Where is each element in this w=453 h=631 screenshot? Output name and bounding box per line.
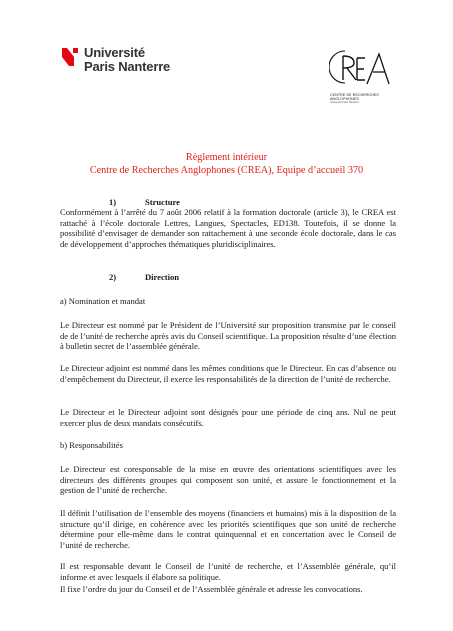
- crea-logo: [329, 48, 393, 104]
- university-logo: [62, 46, 170, 73]
- crea-wordmark-icon: [329, 48, 393, 93]
- university-name-line1: Université: [84, 45, 145, 60]
- crea-subtitle-line1: CENTRE DE RECHERCHES: [330, 93, 379, 97]
- university-emblem-icon: [62, 48, 78, 66]
- paragraph: Il définit l’utilisation de l’ensemble des moyens (financiers et humains) mis à la disposition de la structure qu’il dirige, en cohérence avec les priorités scientifiques que son unité de recherche détermine pour elle-même dans le contrat quinquennal et en concertation avec le Conseil de l’unité de recherche.: [60, 508, 396, 550]
- document-subtitle: Centre de Recherches Anglophones (CREA), Equipe d’accueil 370: [89, 165, 364, 176]
- subheading-nomination: a) Nomination et mandat: [60, 296, 146, 306]
- paragraph: Le Directeur et le Directeur adjoint sont désignés pour une période de cinq ans. Nul ne peut exercer plus de deux mandats consécutifs.: [60, 407, 396, 428]
- paragraph: Le Directeur est nommé par le Président de l’Université sur proposition transmise par le conseil de de l’unité de recherche après avis du Conseil scientifique. La proposition résulte d’une élection à bulletin secret de l’assemblée générale.: [60, 320, 396, 352]
- document-title: Règlement intérieur: [185, 152, 268, 163]
- section-heading-direction: Direction: [145, 272, 180, 282]
- structure-paragraph: Conformément à l’arrêté du 7 août 2006 relatif à la formation doctorale (article 3), le CREA est rattaché à l’école doctorale Lettres, Langues, Spectacles, ED138. Toutefois, il se donne la possibilité d’envisager de demander son rattachement à une seconde école doctorale, dans le cas de développement d’approches thématiques pluridisciplinaires.: [60, 207, 396, 249]
- paragraph: Le Directeur adjoint est nommé dans les mêmes conditions que le Directeur. En cas d’absence ou d’empêchement du Directeur, il exerce les responsabilités de la direction de l’unité de recherche.: [60, 363, 396, 384]
- section-number: 1): [109, 197, 117, 207]
- section-number: 2): [109, 272, 117, 282]
- paragraph: Il est responsable devant le Conseil de l’unité de recherche, et l’Assemblée générale, qu’il informe et avec lesquels il élabore sa politique.: [60, 561, 396, 582]
- paragraph: Le Directeur est coresponsable de la mise en œuvre des orientations scientifiques avec les directeurs des différents groupes qui composent son unité, et assure le fonctionnement et la gestion de l’unité de recherche.: [60, 464, 396, 496]
- crea-subtitle-line3: Université Paris Nanterre: [330, 101, 359, 104]
- university-name-line2: Paris Nanterre: [84, 58, 171, 74]
- paragraph: Il fixe l’ordre du jour du Conseil et de l’Assemblée générale et adresse les convocations.: [60, 584, 363, 594]
- subheading-responsabilites: b) Responsabilités: [60, 440, 123, 450]
- section-heading-structure: Structure: [145, 197, 180, 207]
- crea-subtitle-line2: ANGLOPHONES: [330, 97, 359, 101]
